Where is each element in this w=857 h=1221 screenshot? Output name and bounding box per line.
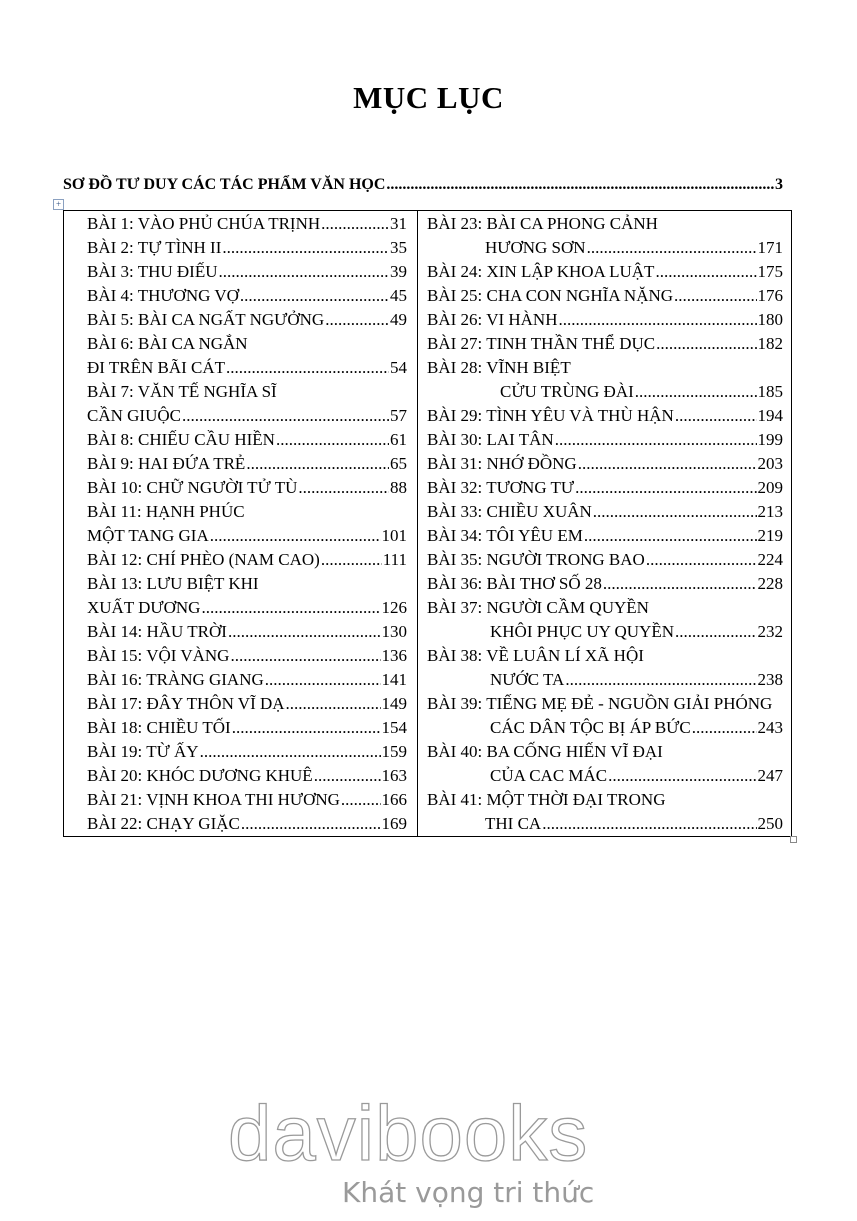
toc-entry-page: 45	[390, 286, 407, 305]
dot-leader	[240, 284, 389, 308]
toc-entry-line[interactable]	[427, 812, 783, 836]
toc-entry-title: BÀI 27: TINH THẦN THỂ DỤC	[427, 334, 656, 353]
dot-leader	[341, 788, 381, 812]
toc-entry-page: 199	[757, 430, 783, 449]
toc-entry-page: 88	[390, 478, 407, 497]
toc-entry-page: 49	[390, 310, 407, 329]
toc-entry-line[interactable]	[87, 308, 407, 332]
toc-entry-title: BÀI 39: TIẾNG MẸ ĐẺ - NGUỒN GIẢI PHÓNG	[427, 694, 773, 713]
dot-leader	[246, 452, 389, 476]
toc-entry-line[interactable]	[87, 548, 407, 572]
toc-entry-title: BÀI 4: THƯƠNG VỢ	[87, 286, 239, 305]
toc-entry-page: 31	[390, 214, 407, 233]
toc-entry-line[interactable]	[427, 716, 783, 740]
toc-entry-line[interactable]	[87, 764, 407, 788]
toc-entry-line	[427, 740, 783, 764]
toc-entry-page: 149	[381, 694, 407, 713]
dot-leader	[241, 812, 381, 836]
toc-entry-line[interactable]	[427, 764, 783, 788]
toc-heading-label: SƠ ĐỒ TƯ DUY CÁC TÁC PHẨM VĂN HỌC	[63, 176, 386, 193]
dot-leader	[228, 620, 381, 644]
toc-entry-page: 169	[381, 814, 407, 833]
toc-entry-line[interactable]	[87, 740, 407, 764]
toc-entry-line[interactable]	[427, 500, 783, 524]
toc-entry-page: 175	[757, 262, 783, 281]
toc-entry-line[interactable]	[427, 284, 783, 308]
toc-entry-line[interactable]	[427, 260, 783, 284]
toc-entry-page: 136	[381, 646, 407, 665]
toc-entry-title: XUẤT DƯƠNG	[87, 598, 201, 617]
dot-leader	[286, 692, 381, 716]
toc-entry-title: MỘT TANG GIA	[87, 526, 209, 545]
toc-entry-page: 65	[390, 454, 407, 473]
dot-leader	[608, 764, 756, 788]
toc-entry-line[interactable]	[427, 452, 783, 476]
dot-leader	[565, 668, 756, 692]
toc-entry-title: BÀI 8: CHIẾU CẦU HIỀN	[87, 430, 275, 449]
dot-leader	[232, 716, 381, 740]
dot-leader	[386, 176, 774, 194]
toc-entry-title: CÁC DÂN TỘC BỊ ÁP BỨC	[490, 718, 691, 737]
dot-leader	[542, 812, 756, 836]
toc-column-left	[64, 211, 418, 836]
toc-entry-title: BÀI 22: CHẠY GIẶC	[87, 814, 240, 833]
toc-entry-line[interactable]	[427, 404, 783, 428]
toc-entry-page: 159	[381, 742, 407, 761]
toc-entry-page: 185	[757, 382, 783, 401]
toc-entry-title: CỬU TRÙNG ĐÀI	[500, 382, 634, 401]
dot-leader	[646, 548, 757, 572]
toc-entry-title: BÀI 18: CHIỀU TỐI	[87, 718, 231, 737]
toc-entry-page: 203	[757, 454, 783, 473]
toc-entry-title: BÀI 1: VÀO PHỦ CHÚA TRỊNH	[87, 214, 321, 233]
toc-entry-page: 126	[381, 598, 407, 617]
table-resize-handle[interactable]	[790, 836, 797, 843]
toc-entry-line[interactable]	[87, 284, 407, 308]
toc-entry-title: BÀI 30: LAI TÂN	[427, 430, 554, 449]
dot-leader	[674, 284, 756, 308]
toc-entry-page: 111	[382, 550, 407, 569]
toc-entry-title: BÀI 14: HẦU TRỜI	[87, 622, 227, 641]
toc-entry-page: 57	[390, 406, 407, 425]
toc-entry-line	[87, 572, 407, 596]
dot-leader	[321, 212, 389, 236]
toc-entry-page: 163	[381, 766, 407, 785]
toc-entry-page: 54	[390, 358, 407, 377]
watermark-slogan: Khát vọng tri thức	[342, 1176, 595, 1209]
toc-heading-entry[interactable]	[63, 176, 783, 194]
dot-leader	[603, 572, 757, 596]
toc-entry-page: 166	[381, 790, 407, 809]
dot-leader	[321, 548, 382, 572]
dot-leader	[593, 500, 757, 524]
toc-entry-title: BÀI 20: KHÓC DƯƠNG KHUÊ	[87, 766, 313, 785]
toc-entry-line[interactable]	[87, 212, 407, 236]
toc-entry-line[interactable]	[87, 260, 407, 284]
toc-entry-title: BÀI 11: HẠNH PHÚC	[87, 502, 245, 521]
toc-entry-line[interactable]	[87, 236, 407, 260]
toc-entry-line[interactable]	[87, 716, 407, 740]
toc-entry-title: KHÔI PHỤC UY QUYỀN	[490, 622, 675, 641]
toc-entry-title: BÀI 19: TỪ ẤY	[87, 742, 199, 761]
toc-entry-title: ĐI TRÊN BÃI CÁT	[87, 358, 226, 377]
toc-entry-title: BÀI 24: XIN LẬP KHOA LUẬT	[427, 262, 655, 281]
toc-entry-line[interactable]	[87, 620, 407, 644]
toc-entry-page: 250	[757, 814, 783, 833]
toc-entry-title: BÀI 35: NGƯỜI TRONG BAO	[427, 550, 645, 569]
toc-entry-title: BÀI 33: CHIỀU XUÂN	[427, 502, 592, 521]
toc-entry-line[interactable]	[87, 476, 407, 500]
dot-leader	[201, 596, 380, 620]
toc-entry-title: BÀI 41: MỘT THỜI ĐẠI TRONG	[427, 790, 666, 809]
toc-entry-title: BÀI 23: BÀI CA PHONG CẢNH	[427, 214, 658, 233]
toc-entry-title: BÀI 28: VĨNH BIỆT	[427, 358, 571, 377]
toc-entry-line[interactable]	[427, 380, 783, 404]
toc-entry-title: BÀI 37: NGƯỜI CẦM QUYỀN	[427, 598, 649, 617]
toc-entry-line[interactable]	[427, 524, 783, 548]
dot-leader	[555, 428, 757, 452]
toc-heading-page: 3	[775, 176, 783, 193]
toc-entry-line	[427, 356, 783, 380]
toc-entry-page: 141	[381, 670, 407, 689]
dot-leader	[298, 476, 389, 500]
toc-column-right	[418, 211, 791, 836]
toc-entry-title: BÀI 5: BÀI CA NGẤT NGƯỞNG	[87, 310, 325, 329]
toc-entry-title: BÀI 26: VI HÀNH	[427, 310, 558, 329]
toc-entry-line	[87, 380, 407, 404]
dot-leader	[692, 716, 757, 740]
page-title: MỤC LỤC	[353, 80, 504, 115]
toc-entry-line[interactable]	[427, 428, 783, 452]
dot-leader	[314, 764, 381, 788]
dot-leader	[587, 236, 757, 260]
toc-entry-page: 39	[390, 262, 407, 281]
dot-leader	[210, 524, 381, 548]
toc-entry-page: 228	[757, 574, 783, 593]
toc-entry-title: BÀI 3: THU ĐIẾU	[87, 262, 218, 281]
toc-entry-line[interactable]	[87, 692, 407, 716]
toc-entry-title: BÀI 21: VỊNH KHOA THI HƯƠNG	[87, 790, 340, 809]
dot-leader	[265, 668, 381, 692]
toc-entry-line[interactable]	[87, 812, 407, 836]
toc-entry-line	[87, 500, 407, 524]
toc-entry-title: CỦA CAC MÁC	[490, 766, 608, 785]
toc-entry-line	[427, 212, 783, 236]
dot-leader	[182, 404, 389, 428]
toc-entry-title: BÀI 32: TƯƠNG TƯ	[427, 478, 575, 497]
toc-entry-page: 247	[757, 766, 783, 785]
toc-entry-title: BÀI 34: TÔI YÊU EM	[427, 526, 583, 545]
toc-entry-title: BÀI 13: LƯU BIỆT KHI	[87, 574, 259, 593]
toc-entry-title: BÀI 15: VỘI VÀNG	[87, 646, 230, 665]
toc-entry-line[interactable]	[87, 668, 407, 692]
toc-entry-title: THI CA	[485, 814, 542, 833]
toc-entry-title: HƯƠNG SƠN	[485, 238, 586, 257]
toc-entry-line	[427, 596, 783, 620]
toc-entry-line	[427, 644, 783, 668]
dot-leader	[656, 332, 756, 356]
table-move-handle-icon[interactable]: +	[53, 199, 64, 210]
watermark-logo: davibooks	[228, 1089, 589, 1177]
dot-leader	[222, 236, 389, 260]
toc-entry-line[interactable]	[87, 404, 407, 428]
dot-leader	[584, 524, 757, 548]
toc-entry-line[interactable]	[87, 356, 407, 380]
toc-entry-title: BÀI 36: BÀI THƠ SỐ 28	[427, 574, 602, 593]
toc-entry-page: 180	[757, 310, 783, 329]
dot-leader	[230, 644, 380, 668]
toc-entry-title: BÀI 16: TRÀNG GIANG	[87, 670, 264, 689]
dot-leader	[635, 380, 757, 404]
dot-leader	[675, 404, 757, 428]
toc-entry-page: 176	[757, 286, 783, 305]
toc-entry-line[interactable]	[427, 668, 783, 692]
toc-entry-page: 130	[381, 622, 407, 641]
dot-leader	[276, 428, 389, 452]
toc-entry-page: 209	[757, 478, 783, 497]
toc-entry-page: 101	[381, 526, 407, 545]
dot-leader	[655, 260, 756, 284]
toc-entry-title: BÀI 17: ĐÂY THÔN VĨ DẠ	[87, 694, 285, 713]
toc-entry-page: 35	[390, 238, 407, 257]
toc-entry-page: 224	[757, 550, 783, 569]
toc-entry-line[interactable]	[427, 572, 783, 596]
toc-entry-line[interactable]	[427, 476, 783, 500]
toc-entry-line	[87, 332, 407, 356]
toc-entry-title: BÀI 7: VĂN TẾ NGHĨA SĨ	[87, 382, 277, 401]
toc-entry-page: 194	[757, 406, 783, 425]
dot-leader	[218, 260, 389, 284]
toc-entry-title: NƯỚC TA	[490, 670, 565, 689]
toc-entry-line[interactable]	[87, 428, 407, 452]
toc-entry-title: BÀI 40: BA CỐNG HIẾN VĨ ĐẠI	[427, 742, 663, 761]
toc-entry-title: BÀI 12: CHÍ PHÈO (NAM CAO)	[87, 550, 320, 569]
toc-entry-line[interactable]	[87, 452, 407, 476]
toc-entry-page: 182	[757, 334, 783, 353]
toc-entry-line	[427, 692, 783, 716]
toc-entry-page: 238	[757, 670, 783, 689]
dot-leader	[575, 476, 756, 500]
toc-entry-title: BÀI 29: TÌNH YÊU VÀ THÙ HẬN	[427, 406, 674, 425]
toc-entry-line[interactable]	[87, 524, 407, 548]
toc-entry-title: BÀI 10: CHỮ NGƯỜI TỬ TÙ	[87, 478, 298, 497]
dot-leader	[226, 356, 389, 380]
toc-entry-page: 154	[381, 718, 407, 737]
toc-entry-line[interactable]	[87, 596, 407, 620]
dot-leader	[675, 620, 756, 644]
toc-entry-page: 219	[757, 526, 783, 545]
toc-entry-page: 171	[757, 238, 783, 257]
toc-entry-title: BÀI 25: CHA CON NGHĨA NẶNG	[427, 286, 674, 305]
dot-leader	[200, 740, 381, 764]
toc-entry-title: BÀI 31: NHỚ ĐỒNG	[427, 454, 577, 473]
toc-entry-page: 61	[390, 430, 407, 449]
toc-entry-line[interactable]	[427, 620, 783, 644]
toc-entry-line	[427, 788, 783, 812]
toc-entry-line[interactable]	[427, 236, 783, 260]
dot-leader	[559, 308, 757, 332]
dot-leader	[578, 452, 757, 476]
toc-entry-title: CẦN GIUỘC	[87, 406, 181, 425]
toc-entry-page: 213	[757, 502, 783, 521]
toc-entry-title: BÀI 2: TỰ TÌNH II	[87, 238, 222, 257]
toc-entry-line[interactable]	[427, 332, 783, 356]
toc-entry-line[interactable]	[87, 788, 407, 812]
toc-entry-title: BÀI 6: BÀI CA NGẮN	[87, 334, 248, 353]
toc-table	[63, 210, 792, 837]
toc-entry-page: 232	[757, 622, 783, 641]
toc-entry-title: BÀI 38: VỀ LUÂN LÍ XÃ HỘI	[427, 646, 644, 665]
toc-entry-title: BÀI 9: HAI ĐỨA TRẺ	[87, 454, 246, 473]
dot-leader	[325, 308, 389, 332]
toc-entry-line[interactable]	[87, 644, 407, 668]
toc-entry-line[interactable]	[427, 308, 783, 332]
toc-entry-line[interactable]	[427, 548, 783, 572]
toc-entry-page: 243	[757, 718, 783, 737]
